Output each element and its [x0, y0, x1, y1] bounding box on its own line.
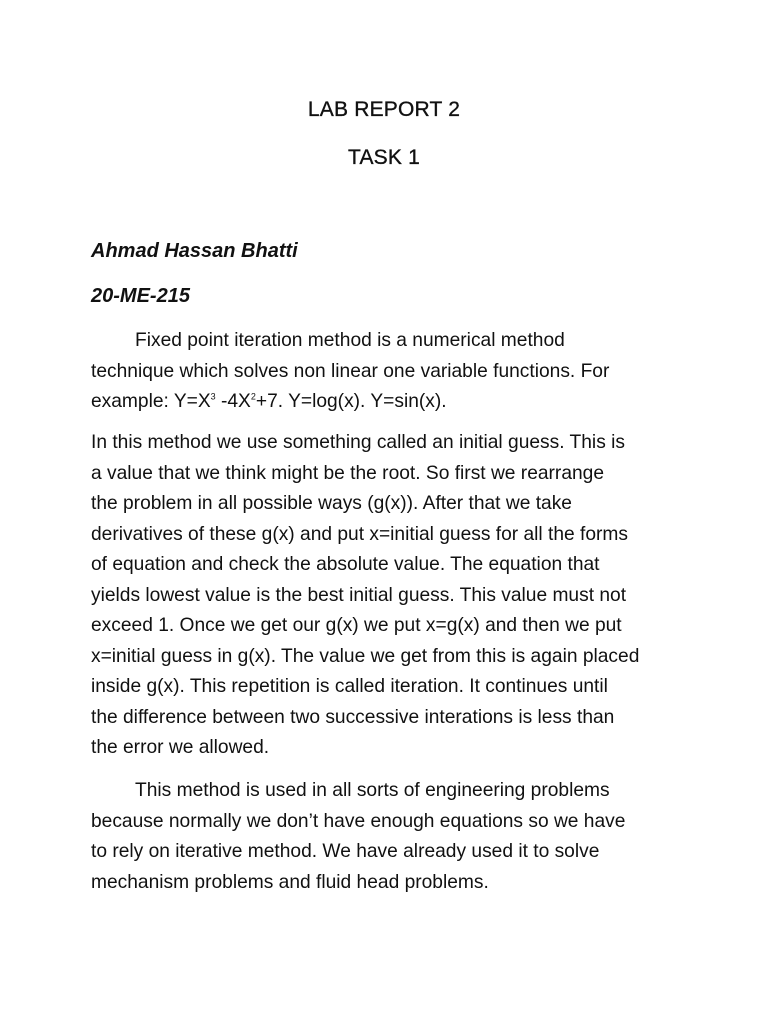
- paragraph-line: This method is used in all sorts of engineering problems: [135, 780, 610, 801]
- paragraph-line: yields lowest value is the best initial guess. This value must not: [91, 584, 627, 606]
- student-id: 20-ME-215: [91, 285, 190, 307]
- equation-text: example: Y=X: [91, 391, 211, 412]
- task-heading: TASK 1: [347, 146, 420, 169]
- exponent: 3: [210, 391, 216, 402]
- paragraph-line: a value that we think might be the root. So first we rearrange: [91, 462, 605, 484]
- paragraph-line: the problem in all possible ways (g(x)). After that we take: [91, 493, 572, 514]
- paragraph-line: In this method we use something called an initial guess. This is: [91, 432, 625, 453]
- paragraph-intro: [91, 326, 691, 418]
- paragraph-line: mechanism problems and fluid head problems.: [91, 871, 489, 893]
- paragraph-line: x=initial guess in g(x). The value we get from this is again placed: [91, 645, 640, 667]
- paragraph-line: the difference between two successive interations is less than: [91, 706, 615, 728]
- paragraph-line: derivatives of these g(x) and put x=initial guess for all the forms: [91, 523, 628, 545]
- exponent: 2: [250, 391, 256, 402]
- author-name: Ahmad Hassan Bhatti: [91, 240, 298, 262]
- paragraph-line: to rely on iterative method. We have already used it to solve: [91, 841, 600, 862]
- paragraph-line: inside g(x). This repetition is called iteration. It continues until: [91, 676, 608, 697]
- paragraph-applications: [91, 776, 691, 898]
- equation-text: +7. Y=log(x). Y=sin(x).: [255, 391, 447, 412]
- paragraph-line: the error we allowed.: [91, 737, 270, 758]
- paragraph-line: Fixed point iteration method is a numerical method: [135, 330, 565, 351]
- paragraph-line: technique which solves non linear one variable functions. For: [91, 360, 610, 382]
- paragraph-method: [91, 428, 691, 764]
- report-title: LAB REPORT 2: [307, 98, 461, 121]
- paragraph-line: because normally we don’t have enough equations so we have: [91, 810, 626, 832]
- paragraph-line: exceed 1. Once we get our g(x) we put x=g(x) and then we put: [91, 615, 622, 636]
- equation-text: -4X: [215, 391, 251, 412]
- paragraph-line: of equation and check the absolute value. The equation that: [91, 554, 600, 575]
